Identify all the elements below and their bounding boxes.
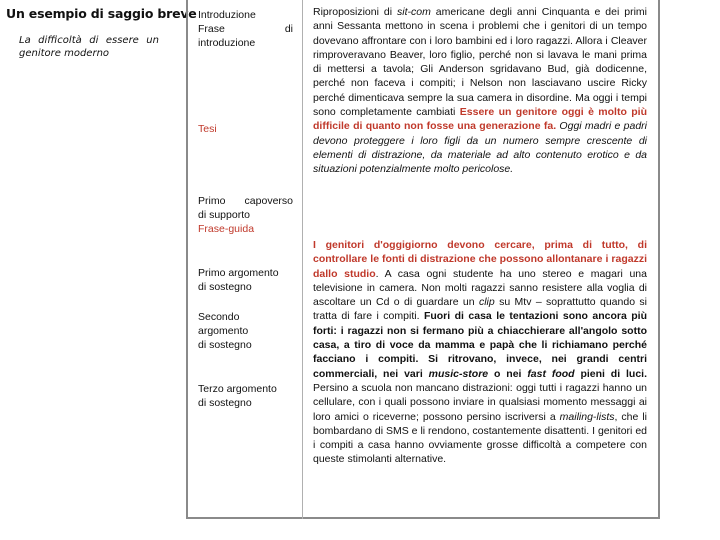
label-primo: Primo xyxy=(198,195,226,207)
label-frase-guida: Frase-guida xyxy=(198,223,255,235)
label-di-sostegno-3: di sostegno xyxy=(198,397,252,409)
third-argument-italic: mailing-lists xyxy=(559,410,615,423)
second-argument-3: pieni di luci. xyxy=(574,367,648,380)
guide-sentence: I genitori d'oggigiorno devono cercare, prima di tutto, di controllare le fonti di distrazione che possono allontanare i ragazzi dallo studio xyxy=(313,239,647,280)
label-tesi: Tesi xyxy=(198,123,217,135)
support-text-1: . A casa ogni studente ha uno stereo e magari una televisione in camera. Non molti ragazzi sanno resistere alla voglia di ascoltare un Cd o di guardare un xyxy=(313,267,647,309)
thesis-detail: Oggi madri e padri devono proteggere i loro figli da un numero sempre crescente di elementi di distrazione, da materiale ad alto contenuto erotico e da situazioni potenzialmente molto pericolose. xyxy=(313,120,647,176)
support-italic-clip: clip xyxy=(478,296,495,309)
label-primo-argomento: Primo argomento xyxy=(198,267,279,279)
label-frase-word: Frase xyxy=(198,23,225,35)
thesis-statement: Essere un genitore oggi è molto più difficile di quanto non fosse una generazione fa. xyxy=(313,106,647,133)
intro-text-1: Riproposizioni di xyxy=(313,6,398,18)
column-divider xyxy=(302,0,303,519)
label-capoverso: capoverso xyxy=(244,195,293,207)
label-di-sostegno-1: di sostegno xyxy=(198,281,252,293)
label-argomento: argomento xyxy=(198,325,249,337)
label-di-supporto: di supporto xyxy=(198,209,250,221)
second-argument-italic-1: music-store xyxy=(428,367,489,380)
label-frase-di xyxy=(198,22,293,36)
second-argument-1: Fuori di casa le tentazioni sono ancora più forti: i ragazzi non si fermano più a chiacchierare all'angolo sotto casa, a tiro di voce da mamma e papà che li richiamano perché facciano i compiti. Si ritrovano, invece, nei grandi centri commerciali, nei vari xyxy=(313,310,647,380)
second-argument-italic-2: fast food xyxy=(527,367,575,380)
intro-text-2: americane degli anni Cinquanta e dei primi anni Sessanta mettono in scena i problemi che i genitori di un tempo dovevano affrontare con i loro bambini ed i loro ragazzi. Allora i Cleaver rimproveravano Beaver, loro figlio, perché non si lavava le mani prima di mettersi a tavola; Gli Anderson sgridavano Bud, già dodicenne, perché non faceva i compiti; i Nelson non lasciavano uscire Ricky perché dimenticava sempre la sua camera in disordine. Ma oggi i tempi sono completamente cambiati xyxy=(313,6,647,119)
paragraph-introduction xyxy=(313,5,647,177)
label-introduzione-heading: Introduzione xyxy=(198,9,256,21)
left-title: Un esempio di saggio breve xyxy=(6,6,197,21)
label-primo-capoverso xyxy=(198,194,293,208)
third-argument-1: Persino a scuola non mancano distrazioni: oggi tutti i ragazzi hanno un cellulare, con i quali possono inviare in qualsiasi momento messaggi ai loro amici o riceverne; possono persino iscriversi a xyxy=(313,381,647,423)
label-di-sostegno-2: di sostegno xyxy=(198,339,252,351)
third-argument-2: , che li bombardano di SMS e li rendono, costantemente disattenti. I genitori ed i compiti a casa hanno ovviamente grosse difficoltà a competere con queste stimolanti alternative. xyxy=(313,410,647,466)
support-text-2: su Mtv – soprattutto quando si tratta di fare i compiti. xyxy=(313,296,647,323)
label-terzo-argomento: Terzo argomento xyxy=(198,383,277,395)
paragraph-support xyxy=(313,238,647,467)
second-argument-2: o nei xyxy=(488,367,528,380)
left-subtitle: La difficoltà di essere un genitore moderno xyxy=(19,35,159,59)
label-secondo: Secondo xyxy=(198,311,240,323)
intro-italic-sitcom: sit-com xyxy=(397,6,431,18)
label-di-word: di xyxy=(284,23,293,35)
label-introduzione-word: introduzione xyxy=(198,37,256,49)
